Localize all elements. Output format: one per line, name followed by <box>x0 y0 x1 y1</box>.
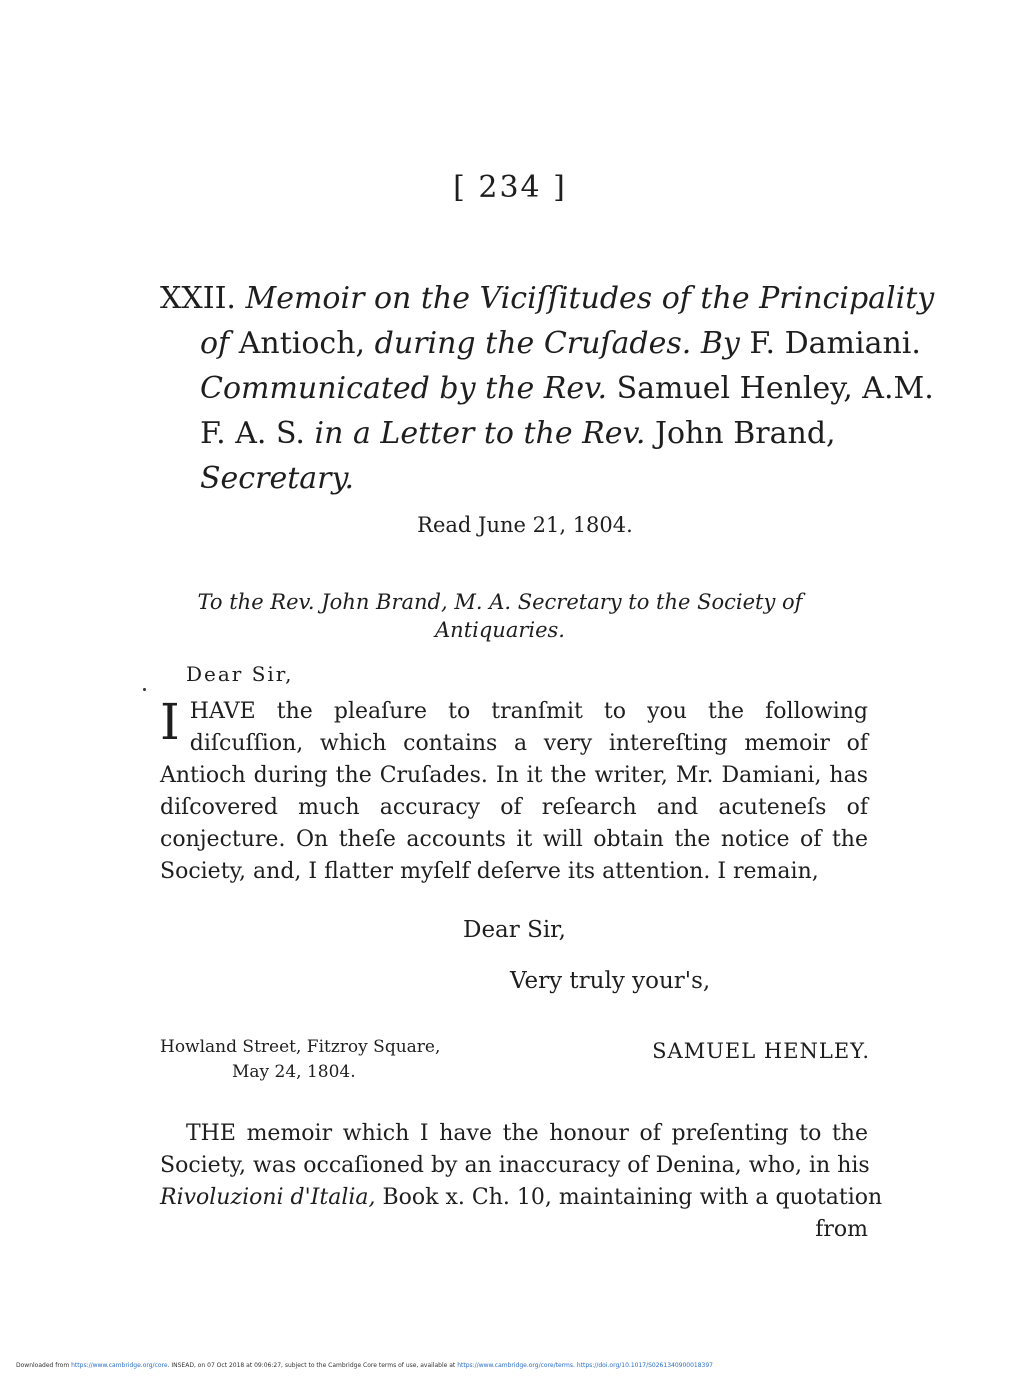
letter-date: May 24, 1804. <box>232 1062 356 1082</box>
communicator-name: Samuel Henley, A.M. <box>616 371 934 406</box>
closing-valediction: Very truly your's, <box>510 968 711 994</box>
title-line-1 <box>160 276 935 321</box>
title-line-2 <box>160 321 921 366</box>
footer-middle: . INSEAD, on 07 Oct 2018 at 09:06:27, subject to the Cambridge Core terms of use, available at <box>167 1362 456 1369</box>
title-crusades: during the Cruſades. <box>374 326 692 361</box>
letter-place: Howland Street, Fitzroy Square, <box>160 1037 441 1057</box>
title-line-4 <box>160 411 880 456</box>
title-by: By <box>700 326 740 361</box>
memoir-line-3-text: Book x. Ch. 10, maintaining with a quotation <box>382 1185 883 1210</box>
title-secretary: Secretary. <box>200 461 354 496</box>
memoir-line-2: Society, was occaſioned by an inaccuracy of Denina, who, in his <box>160 1153 870 1178</box>
memoir-body <box>160 1118 883 1246</box>
memoir-line-1: THE memoir which I have the honour of preſenting to the <box>186 1121 868 1146</box>
title-communicated: Communicated by the Rev. <box>200 371 608 406</box>
title-fas: F. A. S. <box>200 416 305 451</box>
title-line-3 <box>160 366 934 411</box>
title-text: Memoir on the Viciſſitudes of the Principality <box>245 281 935 316</box>
drop-cap: I <box>160 693 180 751</box>
article-title <box>160 276 935 501</box>
closing-salutation: Dear Sir, <box>463 917 566 943</box>
memoir-line-4: from <box>815 1217 868 1242</box>
footer-sep: . <box>573 1362 575 1369</box>
memoir-line-3 <box>160 1182 883 1214</box>
read-date: Read June 21, 1804. <box>417 513 633 537</box>
salutation: Dear Sir, <box>186 662 294 686</box>
footer-link-core[interactable]: https://www.cambridge.org/core <box>71 1362 168 1369</box>
title-antioch: Antioch, <box>238 326 366 361</box>
letter-address <box>170 588 830 644</box>
title-line-5 <box>160 456 880 501</box>
letter-text: HAVE the pleaſure to tranſmit to you the following diſcuſſion, which contains a very intereſting memoir of Antioch during the Cruſades. In it the writer, Mr. Damiani, has diſcovered much accuracy of reſearch and acuteneſs of conjecture. On theſe accounts it will obtain the notice of the Society, and, I flatter myſelf deſerve its attention. I remain, <box>160 699 868 884</box>
page-number: [ 234 ] <box>453 170 567 205</box>
address-line-1: To the Rev. John Brand, M. A. Secretary to the Society of <box>197 590 803 614</box>
author-name: F. Damiani. <box>749 326 921 361</box>
footer-link-terms[interactable]: https://www.cambridge.org/core/terms <box>457 1362 574 1369</box>
footer-prefix: Downloaded from <box>16 1362 70 1369</box>
title-of: of <box>200 326 230 361</box>
margin-mark <box>143 688 146 691</box>
address-line-2: Antiquaries. <box>435 618 565 642</box>
signature: SAMUEL HENLEY. <box>652 1039 870 1063</box>
footer-link-doi[interactable]: https://doi.org/10.1017/S0261340900018397 <box>576 1362 714 1369</box>
memoir-book-title: Rivoluzioni d'Italia, <box>160 1185 376 1210</box>
title-letter-to: in a Letter to the Rev. <box>314 416 646 451</box>
article-number: XXII. <box>160 281 236 316</box>
download-footer <box>16 1362 1016 1369</box>
recipient-name: John Brand, <box>654 416 836 451</box>
letter-body <box>160 693 868 888</box>
